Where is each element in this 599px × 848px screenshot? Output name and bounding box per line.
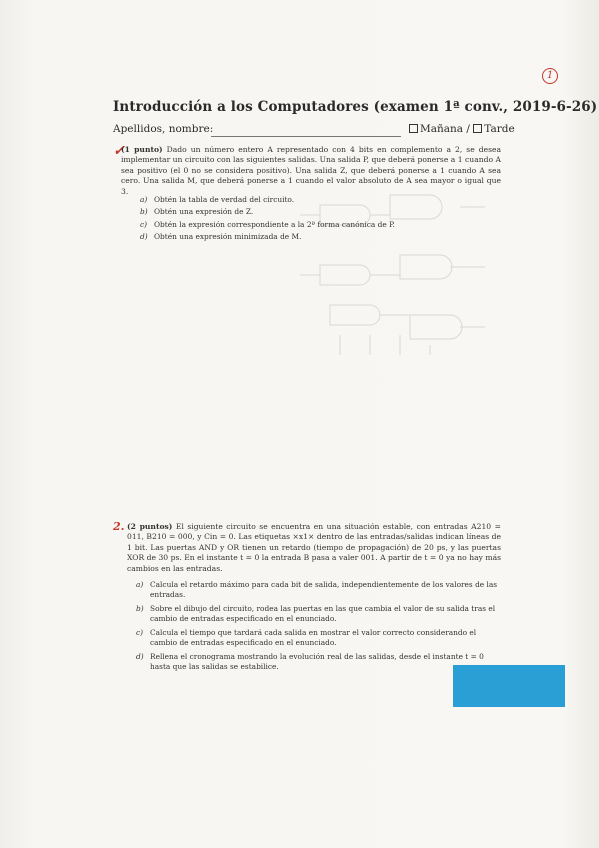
name-label: Apellidos, nombre:: [113, 123, 214, 135]
q2-statement: [127, 522, 501, 574]
q1-item-b: b) Obtén una expresión de Z.: [140, 207, 254, 217]
shift-option-tarde: Tarde: [484, 123, 515, 135]
checkbox-tarde[interactable]: [473, 124, 482, 133]
q1-item-a: a) Obtén la tabla de verdad del circuito.: [140, 195, 295, 204]
q2-item-c: c) Calcula el tiempo que tardará cada salida en mostrar el valor correcto considerando el cambio de entradas especificado en el enunciado.: [136, 628, 477, 647]
q1-text: Dado un número entero A representado con 4 bits en complemento a 2, se desea implementar un circuito con las siguientes salidas. Una salida P, que deberá ponerse a 1 cuando A sea positivo (el 0 no se considera positivo). Una salida Z, que deberá ponerse a 1 cuando A sea cero. Una salida M, que deberá ponerse a 1 cuando el valor absoluto de A sea mayor o igual que 3.: [121, 145, 501, 196]
q2-item-a: a) Calcula el retardo máximo para cada bit de salida, independientemente de los valores de las entradas.: [136, 580, 498, 599]
page-number: 1: [542, 68, 558, 84]
q2-items: [136, 580, 501, 676]
blue-highlight-patch: [453, 665, 565, 707]
checkbox-manana[interactable]: [409, 124, 418, 133]
q2-mark: 2.: [113, 520, 125, 533]
exam-title: Introducción a los Computadores (examen 1ª conv., 2019-6-26): [113, 99, 598, 115]
q2-points: (2 puntos): [127, 522, 173, 531]
q1-item-d: d) Obtén una expresión minimizada de M.: [140, 232, 302, 242]
q1-items: [140, 194, 440, 244]
q2-item-b: b) Sobre el dibujo del circuito, rodea las puertas en las que cambia el valor de su salida tras el cambio de entradas especificado en el enunciado.: [136, 604, 496, 623]
q2-text: El siguiente circuito se encuentra en una situación estable, con entradas A210 = 011, B210 = 000, y Cin = 0. Las etiquetas ×x1× dentro de las entradas/salidas indican líneas de 1 bit. Las puertas AND y OR tienen un retardo (tiempo de propagación) de 20 ps, y las puertas XOR de 30 ps. En el instante t = 0 la entrada B pasa a valer 001. A partir de t = 0 ya no hay más cambios en las entradas.: [127, 522, 501, 573]
shift-choice: [409, 123, 515, 135]
q1-item-c: c) Obtén la expresión correspondiente a la 2ª forma canónica de P.: [140, 219, 395, 229]
q1-points: (1 punto): [121, 145, 163, 154]
q1-statement: [121, 145, 501, 197]
name-blank: [211, 136, 401, 137]
q1-checkmark: ✓: [113, 143, 125, 159]
shift-option-manana: Mañana: [420, 123, 464, 135]
shift-separator: /: [466, 123, 470, 135]
q2-item-d: d) Rellena el cronograma mostrando la evolución real de las salidas, desde el instante t = 0 hasta que las salidas se estabilice.: [136, 652, 484, 671]
